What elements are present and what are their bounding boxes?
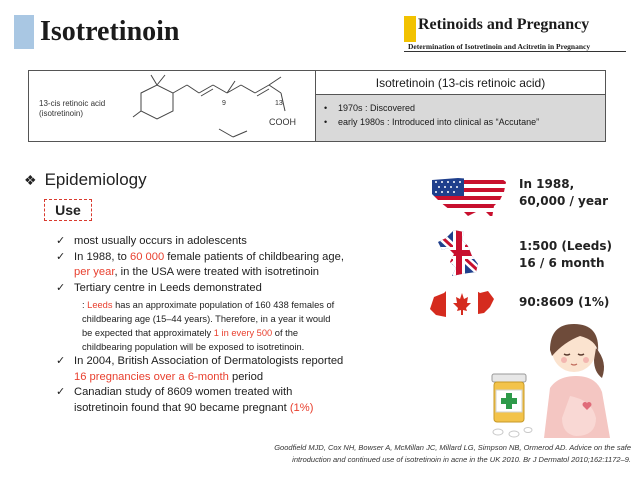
info-item: • early 1980s : Introduced into clinical as “Accutane” <box>324 117 540 127</box>
title-accent-square <box>14 15 34 49</box>
sub-note: childbearing population will be exposed to isotretinoin. <box>82 342 305 352</box>
list-item-continuation: 16 pregnancies over a 6-month period <box>74 370 264 383</box>
section-heading: ❖ Epidemiology <box>24 170 147 189</box>
diamond-bullet-icon: ❖ <box>24 171 37 188</box>
reference-citation: Goodfield MJD, Cox NH, Bowser A, McMillan JC, Millard LG, Simpson NB, Ormerod AD. Advice on the safe introduction and continued use of isotretinoin in acne in the UK 2010. Br J Dermatol 2010;162:1172–9. <box>274 443 631 464</box>
info-item: • 1970s : Discovered <box>324 103 416 113</box>
info-heading: Isotretinoin (13-cis retinoic acid) <box>316 71 605 95</box>
sub-note: : Leeds has an approximate population of 160 438 females of <box>82 300 335 310</box>
checkmark-icon: ✓ <box>56 235 66 247</box>
info-text-panel <box>316 71 605 141</box>
epidemiology-list <box>56 234 406 416</box>
uk-stat: 1:500 (Leeds) 16 / 6 month <box>519 239 612 270</box>
info-box <box>28 70 606 142</box>
tag-subtitle: Determination of Isotretinoin and Acitretin in Pregnancy <box>408 42 591 51</box>
checkmark-icon: ✓ <box>56 386 66 398</box>
slide-title-bar <box>14 14 180 50</box>
checkmark-icon: ✓ <box>56 355 66 367</box>
molecule-label-name: 13-cis retinoic acid <box>39 99 106 108</box>
tag-accent-square <box>404 16 416 42</box>
sub-note: be expected that approximately 1 in every 500 of the <box>82 328 299 338</box>
slide-title: Isotretinoin <box>40 16 180 47</box>
uk-map-flag-icon <box>432 228 486 278</box>
list-item-continuation: per year, in the USA were treated with isotretinoin <box>74 266 320 278</box>
carboxyl-label: COOH <box>269 117 296 127</box>
usa-map-flag-icon <box>428 172 512 224</box>
list-item: ✓ Tertiary centre in Leeds demonstrated <box>56 281 406 297</box>
atom-label-9: 9 <box>222 100 226 107</box>
molecule-structure <box>29 71 316 141</box>
canada-stat: 90:8609 (1%) <box>519 295 610 309</box>
use-label-box: Use <box>44 199 92 221</box>
tag-underline <box>404 51 626 52</box>
pregnant-woman-illustration <box>484 314 632 442</box>
list-item: ✓ Canadian study of 8609 women treated with <box>56 385 406 401</box>
usa-stat: In 1988, 60,000 / year <box>519 177 609 208</box>
list-item: ✓ In 1988, to 60 000 female patients of childbearing age, <box>56 250 406 266</box>
tag-title: Retinoids and Pregnancy <box>418 16 590 33</box>
molecule-label-alias: (isotretinoin) <box>39 109 84 118</box>
sub-note: childbearing age (15–44 years). Therefore, in a year it would <box>82 314 331 324</box>
checkmark-icon: ✓ <box>56 281 66 294</box>
list-item: ✓ most usually occurs in adolescents <box>56 234 406 250</box>
list-item: ✓ In 2004, British Association of Dermatologists reported <box>56 354 406 370</box>
info-list <box>316 95 605 141</box>
checkmark-icon: ✓ <box>56 250 66 263</box>
list-item-continuation: isotretinoin found that 90 became pregnant (1%) <box>74 401 314 414</box>
atom-label-13: 13 <box>275 100 283 107</box>
